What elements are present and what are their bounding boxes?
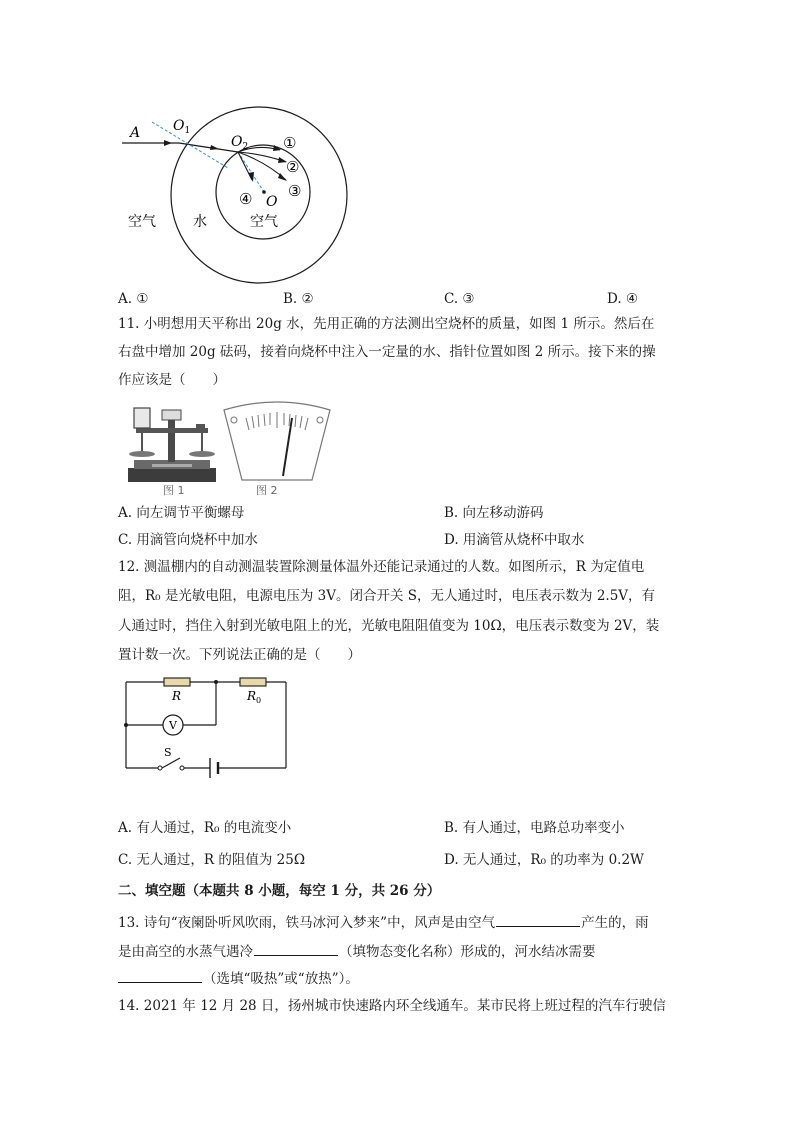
dial-needle xyxy=(283,418,292,476)
beaker-icon xyxy=(134,408,150,428)
pointer-dial-figure xyxy=(222,400,332,484)
fig1-caption: 图 1 xyxy=(163,484,185,497)
q12-option-d[interactable]: D. 无人通过，R₀ 的功率为 0.2W xyxy=(444,852,644,868)
q13-text-2b: （填物态变化名称）形成的，河水结冰需要 xyxy=(339,944,596,960)
label-ray-2: ② xyxy=(286,158,300,176)
q13-blank-2[interactable] xyxy=(254,941,338,956)
q11-option-d[interactable]: D. 用滴管从烧杯中取水 xyxy=(444,532,585,548)
incident-arrow xyxy=(164,140,172,146)
q12-option-a[interactable]: A. 有人通过，R₀ 的电流变小 xyxy=(118,820,292,836)
dial-ticks xyxy=(246,412,308,430)
label-ray-1: ① xyxy=(283,134,297,152)
label-o1: $O_1$ xyxy=(173,118,191,136)
junction-left xyxy=(124,723,128,727)
balance-pan-left xyxy=(129,451,155,457)
balance-base xyxy=(128,468,216,482)
balance-pillar xyxy=(168,418,175,462)
label-o: O xyxy=(266,194,278,210)
label-r: R xyxy=(172,689,182,703)
q10-option-c[interactable]: C. ③ xyxy=(444,291,475,307)
q10-option-d[interactable]: D. ④ xyxy=(607,291,639,307)
label-o2: $O_2$ xyxy=(231,134,249,152)
refraction-figure xyxy=(118,100,368,290)
label-s: S xyxy=(164,746,172,759)
weight-icon xyxy=(196,424,205,431)
q13-text-1a: 13. 诗句“夜阑卧听风吹雨，铁马冰河入梦来”中，风声是由空气 xyxy=(118,915,496,931)
switch-contact-right xyxy=(180,766,184,770)
junction-top xyxy=(214,680,218,684)
q12-line-3: 人通过时，挡住入射到光敏电阻上的光，光敏电阻阻值变为 10Ω，电压表示数变为 2V，装 xyxy=(118,618,660,634)
q11-option-c[interactable]: C. 用滴管向烧杯中加水 xyxy=(118,532,258,548)
q12-line-1: 12. 测温棚内的自动测温装置除测量体温外还能记录通过的人数。如图所示，R 为定值电 xyxy=(118,559,645,575)
q12-line-2: 阻，R₀ 是光敏电阻，电源电压为 3V。闭合开关 S，无人通过时，电压表示数为 2.5V，有 xyxy=(118,588,656,604)
label-a: A xyxy=(130,125,141,141)
q13-text-1b: 产生的，雨 xyxy=(581,915,649,931)
q13-text-2a: 是由高空的水蒸气遇冷 xyxy=(118,944,253,960)
q11-line-1: 11. 小明想用天平称出 20g 水，先用正确的方法测出空烧杯的质量，如图 1 所示。然后在 xyxy=(118,316,655,332)
q12-option-b[interactable]: B. 有人通过，电路总功率变小 xyxy=(444,820,625,836)
resistor-r xyxy=(164,678,190,686)
switch-contact-left xyxy=(158,766,162,770)
ray-4-arrow xyxy=(248,172,254,182)
q11-option-b[interactable]: B. 向左移动游码 xyxy=(444,505,544,521)
q11-line-3: 作应该是（ ） xyxy=(118,372,226,388)
q13-blank-1[interactable] xyxy=(496,912,580,927)
label-ray-4: ④ xyxy=(239,190,253,208)
q11-option-a[interactable]: A. 向左调节平衡螺母 xyxy=(118,505,245,521)
normal-o2 xyxy=(238,152,264,192)
q13-text-3b: （选填“吸热”或“放热”）。 xyxy=(203,971,359,987)
q10-option-b[interactable]: B. ② xyxy=(283,291,314,307)
balance-scale-plate xyxy=(162,410,181,420)
q13-blank-3[interactable] xyxy=(118,968,202,983)
balance-pan-right xyxy=(189,451,215,457)
section-heading: 二、填空题（本题共 8 小题，每空 1 分，共 26 分） xyxy=(118,883,441,899)
switch-blade xyxy=(162,758,180,768)
circuit-diagram xyxy=(118,670,298,780)
resistor-r0 xyxy=(240,678,266,686)
q13-line-1 xyxy=(118,912,649,933)
dial-screw-left xyxy=(231,417,237,423)
balance-rider xyxy=(152,464,192,467)
label-r0: $R_0$ xyxy=(247,689,262,705)
label-ray-3: ③ xyxy=(288,182,302,200)
q12-line-4: 置计数一次。下列说法正确的是（ ） xyxy=(118,647,361,663)
label-air-outer: 空气 xyxy=(128,214,156,230)
fig2-caption: 图 2 xyxy=(256,484,278,497)
label-v: V xyxy=(169,719,177,732)
label-water: 水 xyxy=(193,214,207,230)
label-air-inner: 空气 xyxy=(250,214,278,230)
q12-option-c[interactable]: C. 无人通过，R 的阻值为 25Ω xyxy=(118,852,306,868)
q13-line-3 xyxy=(118,968,359,989)
dial-screw-right xyxy=(317,417,323,423)
q10-option-a[interactable]: A. ① xyxy=(118,291,149,307)
q11-line-2: 右盘中增加 20g 砝码，接着向烧杯中注入一定量的水、指针位置如图 2 所示。接下来的操 xyxy=(118,344,656,360)
q13-line-2 xyxy=(118,941,596,962)
outer-circle xyxy=(171,107,347,283)
q14-line-1: 14. 2021 年 12 月 28 日，扬州城市快速路内环全线通车。某市民将上班过程的汽车行驶信 xyxy=(118,998,666,1014)
water-ray xyxy=(179,143,238,152)
